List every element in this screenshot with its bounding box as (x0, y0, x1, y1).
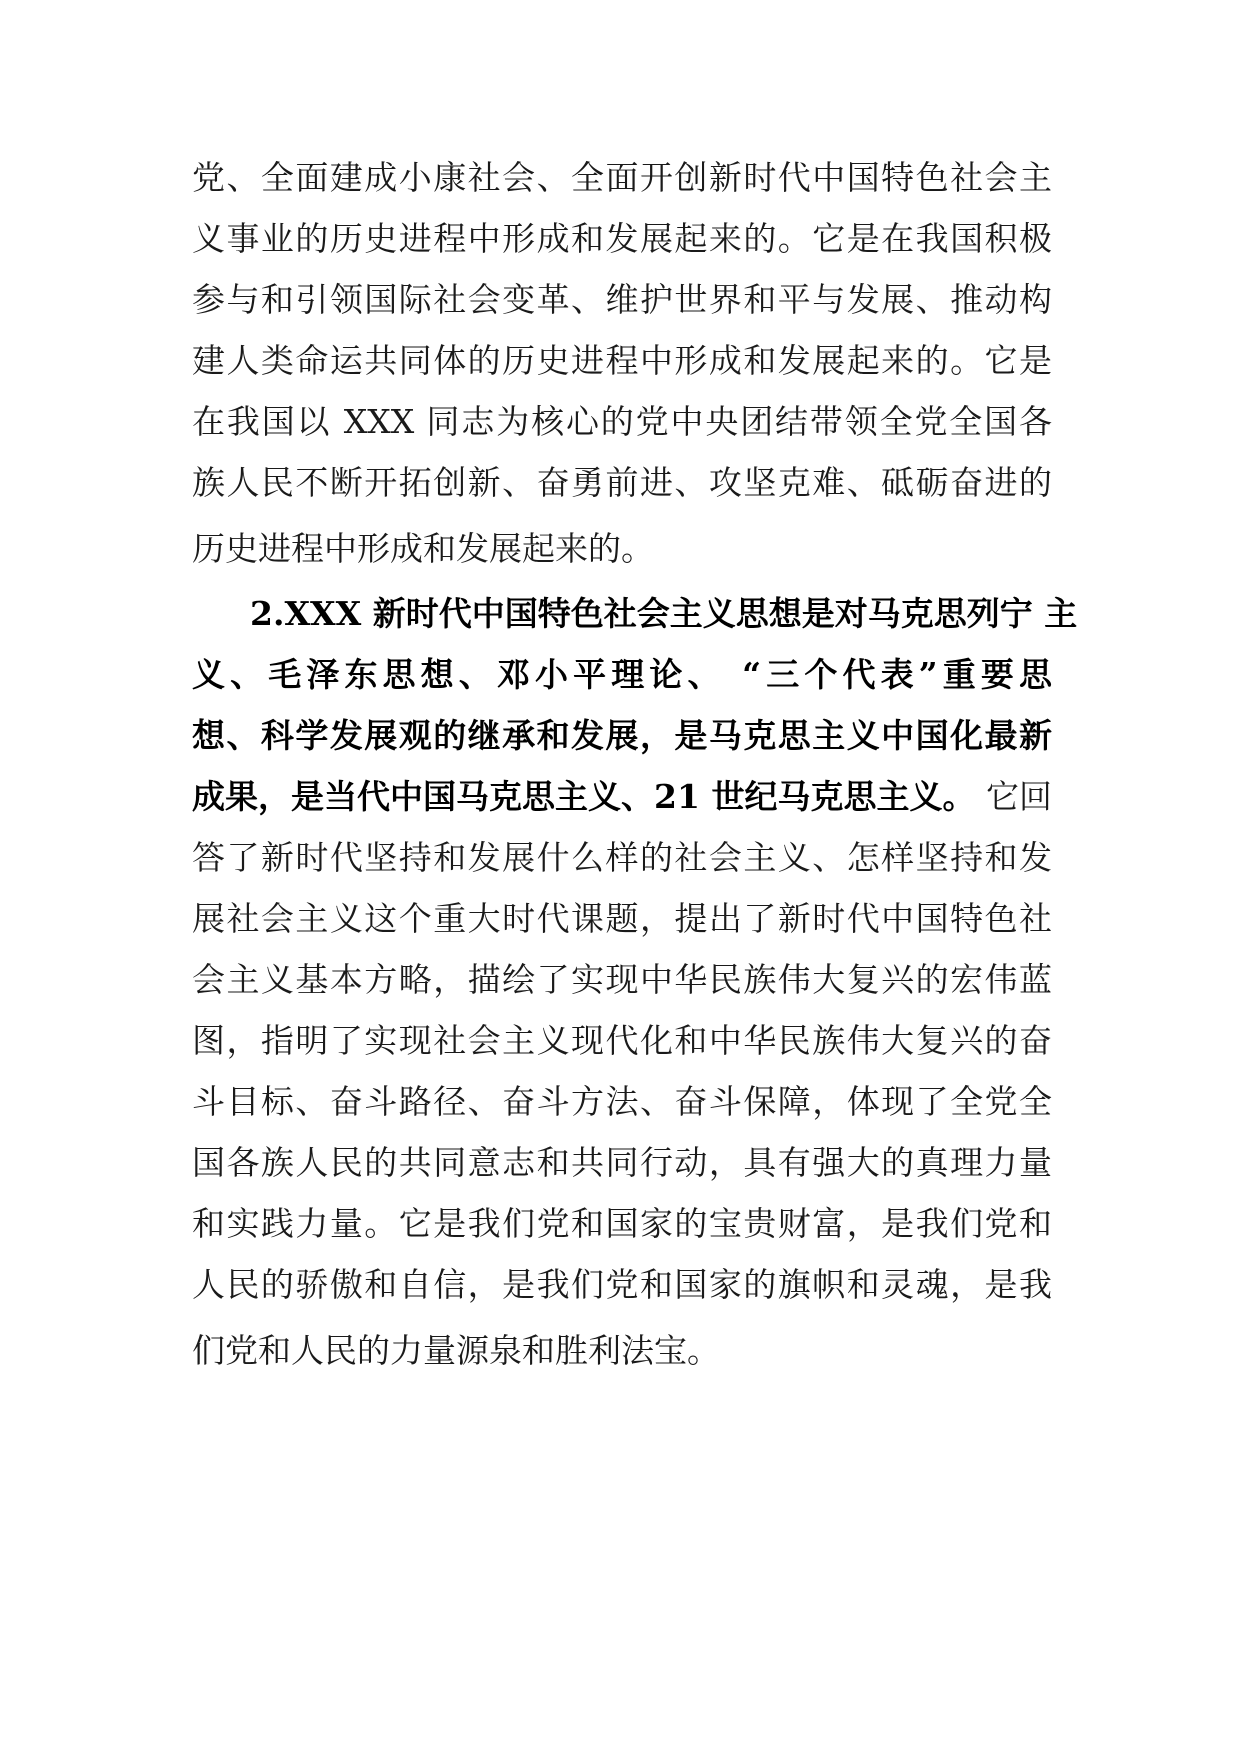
paragraph-1-line-5: 在我国以 XXX 同志为核心的党中央团结带领全党全国各 (192, 402, 1052, 441)
paragraph-2-line-4: 图，指明了实现社会主义现代化和中华民族伟大复兴的奋 (192, 1021, 1052, 1060)
paragraph-1-line-7: 历史进程中形成和发展起来的。 (192, 529, 654, 568)
paragraph-2-mixed-line (192, 769, 1052, 825)
paragraph-2-bold-line-2: 义、毛泽东思想、邓小平理论、 “三个代表”重要思 (192, 655, 1052, 694)
paragraph-2-line-8: 人民的骄傲和自信，是我们党和国家的旗帜和灵魂，是我 (192, 1265, 1052, 1304)
paragraph-2-bold-line-1: 2.XXX 新时代中国特色社会主义思想是对马克思列宁 主 (250, 594, 1078, 633)
paragraph-1-line-2: 义事业的历史进程中形成和发展起来的。它是在我国积极 (192, 219, 1052, 258)
paragraph-2-line-5: 斗目标、奋斗路径、奋斗方法、奋斗保障，体现了全党全 (192, 1082, 1052, 1121)
paragraph-2-bold-line-3: 想、科学发展观的继承和发展，是马克思主义中国化最新 (192, 716, 1052, 755)
paragraph-1-line-4: 建人类命运共同体的历史进程中形成和发展起来的。它是 (192, 341, 1052, 380)
paragraph-2-line-3: 会主义基本方略，描绘了实现中华民族伟大复兴的宏伟蓝 (192, 960, 1052, 999)
paragraph-2-normal-start: 它回 (975, 777, 1052, 816)
paragraph-1-line-3: 参与和引领国际社会变革、维护世界和平与发展、推动构 (192, 280, 1052, 319)
paragraph-1-line-1: 党、全面建成小康社会、全面开创新时代中国特色社会主 (192, 158, 1052, 197)
paragraph-2-line-2: 展社会主义这个重大时代课题，提出了新时代中国特色社 (192, 899, 1052, 938)
paragraph-1-line-6: 族人民不断开拓创新、奋勇前进、攻坚克难、砥砺奋进的 (192, 463, 1052, 502)
paragraph-2-line-6: 国各族人民的共同意志和共同行动，具有强大的真理力量 (192, 1143, 1052, 1182)
paragraph-2-line-9: 们党和人民的力量源泉和胜利法宝。 (192, 1331, 720, 1370)
paragraph-2-line-1: 答了新时代坚持和发展什么样的社会主义、怎样坚持和发 (192, 838, 1052, 877)
paragraph-2-bold-line-4: 成果，是当代中国马克思主义、21 世纪马克思主义。 (192, 777, 976, 816)
paragraph-2-line-7: 和实践力量。它是我们党和国家的宝贵财富，是我们党和 (192, 1204, 1052, 1243)
